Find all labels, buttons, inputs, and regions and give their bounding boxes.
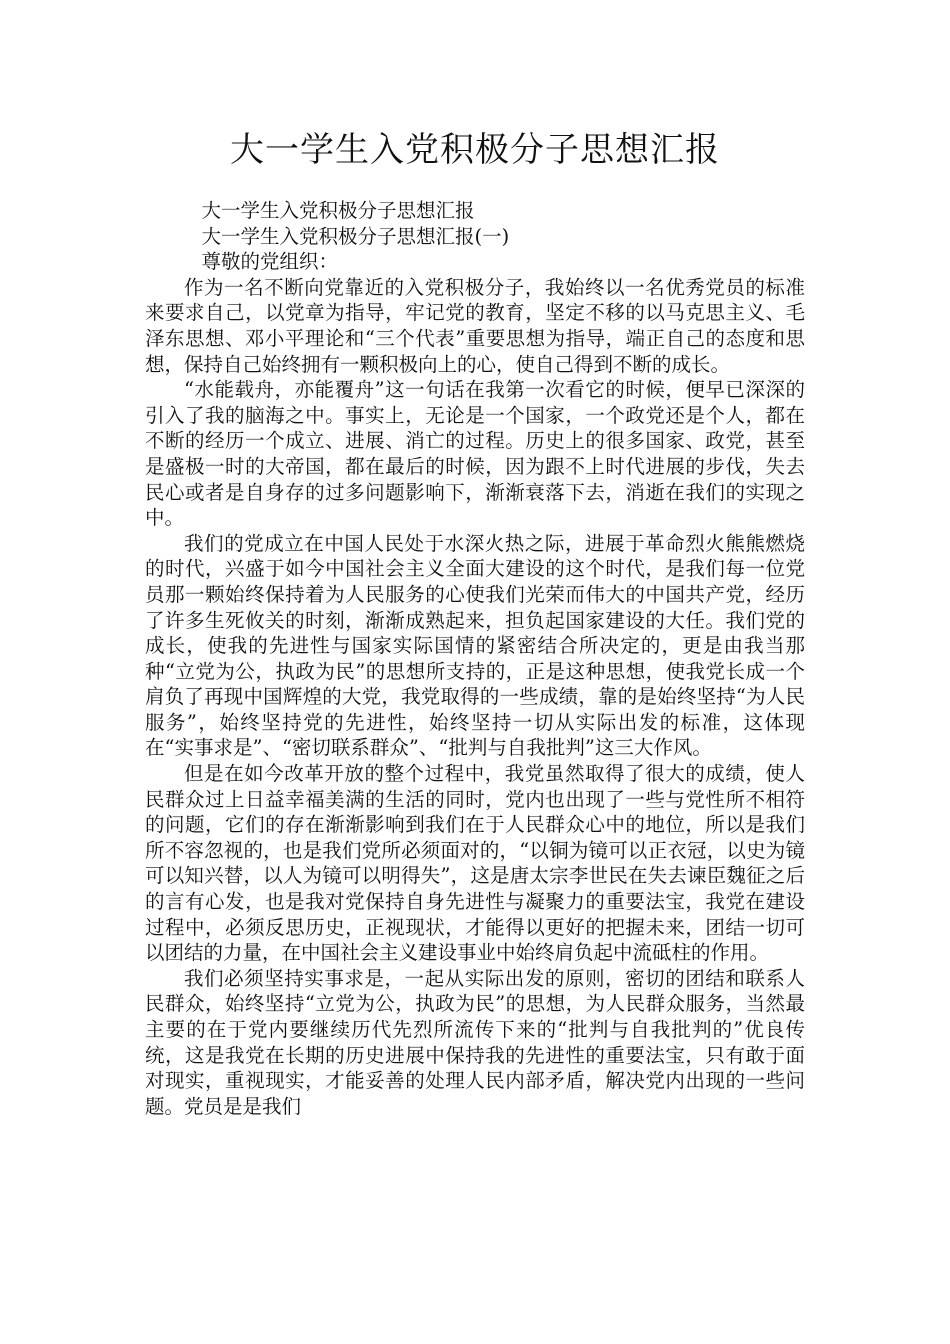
body-paragraph-3: 我们的党成立在中国人民处于水深火热之际，进展于革命烈火熊熊燃烧的时代，兴盛于如今中国社会主义全面大建设的这个时代，是我们每一位党员那一颗始终保持着为人民服务的心使我们光荣而伟大的中国共产党，经历了许多生死攸关的时刻，渐渐成熟起来，担负起国家建设的大任。我们党的成长，使我的先进性与国家实际国情的紧密结合所决定的，更是由我当那种“立党为公，执政为民”的思想所支持的，正是这种思想，使我党长成一个肩负了再现中国辉煌的大党，我党取得的一些成绩，靠的是始终坚持“为人民服务”，始终坚持党的先进性，始终坚持一切从实际出发的标准，这体现在“实事求是”、“密切联系群众”、“批判与自我批判”这三大作风。 bbox=[145, 531, 805, 760]
section-heading: 大一学生入党积极分子思想汇报(一) bbox=[201, 224, 510, 248]
salutation: 尊敬的党组织： bbox=[201, 250, 339, 274]
body-paragraph-5: 我们必须坚持实事求是，一起从实际出发的原则，密切的团结和联系人民群众，始终坚持“立党为公，执政为民”的思想，为人民群众服务，当然最主要的在于党内要继续历代先烈所流传下来的“批判与自我批判的”优良传统，这是我党在长期的历史进展中保持我的先进性的重要法宝，只有敢于面对现实，重视现实，才能妥善的处理人民内部矛盾，解决党内出现的一些问题。党员是是我们 bbox=[145, 966, 805, 1118]
document-subtitle: 大一学生入党积极分子思想汇报 bbox=[201, 199, 475, 222]
document-body bbox=[145, 198, 805, 1119]
document-title: 大一学生入党积极分子思想汇报 bbox=[230, 130, 720, 170]
body-paragraph-2: “水能载舟，亦能覆舟”这一句话在我第一次看它的时候，便早已深深的引入了我的脑海之中。事实上，无论是一个国家，一个政党还是个人，都在不断的经历一个成立、进展、消亡的过程。历史上的很多国家、政党，甚至是盛极一时的大帝国，都在最后的时候，因为跟不上时代进展的步伐，失去民心或者是自身存的过多问题影响下，渐渐衰落下去，消逝在我们的实现之中。 bbox=[145, 378, 805, 530]
body-paragraph-1: 作为一名不断向党靠近的入党积极分子，我始终以一名优秀党员的标准来要求自己，以党章为指导，牢记党的教育，坚定不移的以马克思主义、毛泽东思想、邓小平理论和“三个代表”重要思想为指导，端正自己的态度和思想，保持自己始终拥有一颗积极向上的心，使自己得到不断的成长。 bbox=[145, 275, 805, 376]
body-paragraph-4: 但是在如今改革开放的整个过程中，我党虽然取得了很大的成绩，使人民群众过上日益幸福美满的生活的同时，党内也出现了一些与党性所不相符的问题，它们的存在渐渐影响到我们在于人民群众心中的地位，所以是我们所不容忽视的，也是我们党所必须面对的，“以铜为镜可以正衣冠，以史为镜可以知兴替，以人为镜可以明得失”，这是唐太宗李世民在失去谏臣魏征之后的言有心发，也是我对党保持自身先进性与凝聚力的重要法宝，我党在建设过程中，必须反思历史，正视现状，才能得以更好的把握未来，团结一切可以团结的力量，在中国社会主义建设事业中始终肩负起中流砥柱的作用。 bbox=[145, 762, 805, 965]
